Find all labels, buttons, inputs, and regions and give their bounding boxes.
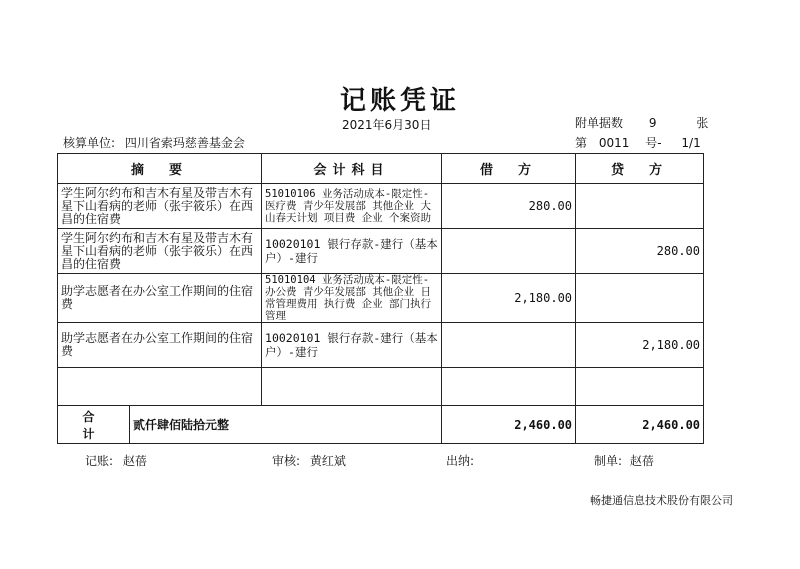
reviewer: [272, 452, 346, 469]
row-summary: 助学志愿者在办公室工作期间的住宿费: [58, 323, 262, 368]
preparer-name: 赵蓓: [629, 454, 654, 468]
col-account: 会计科目: [262, 154, 442, 184]
voucher-title: 记账凭证: [339, 86, 460, 116]
row-summary: 助学志愿者在办公室工作期间的住宿费: [58, 274, 262, 323]
cashier-label: 出纳:: [446, 454, 475, 468]
unit-label: 核算单位:: [63, 136, 116, 150]
attachment-count: [575, 114, 708, 131]
preparer: [594, 452, 654, 469]
voucher-table: [57, 153, 704, 444]
row-account: 10020101 银行存款-建行（基本户）-建行: [262, 229, 442, 274]
total-debit: 2,460.00: [442, 406, 576, 444]
bookkeeper: [85, 452, 147, 469]
row-credit: [576, 184, 704, 229]
table-header: [58, 154, 704, 184]
voucher-date: 2021年6月30日: [342, 118, 432, 132]
accounting-unit: [63, 134, 245, 151]
voucher-no: 0011: [598, 136, 630, 150]
attachment-unit: 张: [696, 116, 709, 130]
row-summary: 学生阿尔约布和吉木有星及带吉木有星下山看病的老师（张宇筱乐）在西昌的住宿费: [58, 229, 262, 274]
col-summary: 摘 要: [58, 154, 262, 184]
preparer-label: 制单:: [594, 454, 623, 468]
total-credit: 2,460.00: [576, 406, 704, 444]
blank-row: [58, 368, 704, 406]
table-row: [58, 274, 704, 323]
unit-name: 四川省索玛慈善基金会: [124, 136, 245, 150]
row-debit: 280.00: [442, 184, 576, 229]
reviewer-name: 黄红斌: [309, 454, 346, 468]
bookkeeper-name: 赵蓓: [122, 454, 147, 468]
voucher-prefix: 第: [575, 136, 588, 150]
row-credit: [576, 274, 704, 323]
total-amount-words: 贰仟肆佰陆拾元整: [130, 406, 442, 444]
cashier: [446, 452, 480, 469]
software-company: 畅捷通信息技术股份有限公司: [590, 494, 733, 507]
row-credit: 280.00: [576, 229, 704, 274]
attachment-number: 9: [648, 116, 657, 130]
row-debit: [442, 229, 576, 274]
voucher-page: 1/1: [681, 136, 701, 150]
attachment-label: 附单据数: [575, 116, 624, 130]
bookkeeper-label: 记账:: [85, 454, 114, 468]
row-debit: 2,180.00: [442, 274, 576, 323]
voucher-number: [575, 134, 701, 151]
row-account: 51010106 业务活动成本-限定性-医疗费 青少年发展部 其他企业 大山春天计划 项目费 企业 个案资助: [262, 184, 442, 229]
row-account: 51010104 业务活动成本-限定性-办公费 青少年发展部 其他企业 日常管理费用 执行费 企业 部门执行管理: [262, 274, 442, 323]
reviewer-label: 审核:: [272, 454, 301, 468]
row-summary: 学生阿尔约布和吉木有星及带吉木有星下山看病的老师（张宇筱乐）在西昌的住宿费: [58, 184, 262, 229]
row-debit: [442, 323, 576, 368]
row-credit: 2,180.00: [576, 323, 704, 368]
col-debit: 借 方: [442, 154, 576, 184]
table-row: [58, 229, 704, 274]
table-row: [58, 184, 704, 229]
col-credit: 贷 方: [576, 154, 704, 184]
voucher-suffix: 号-: [645, 136, 662, 150]
total-label: 合 计: [58, 406, 130, 444]
row-account: 10020101 银行存款-建行（基本户）-建行: [262, 323, 442, 368]
total-row: [58, 406, 704, 444]
table-row: [58, 323, 704, 368]
